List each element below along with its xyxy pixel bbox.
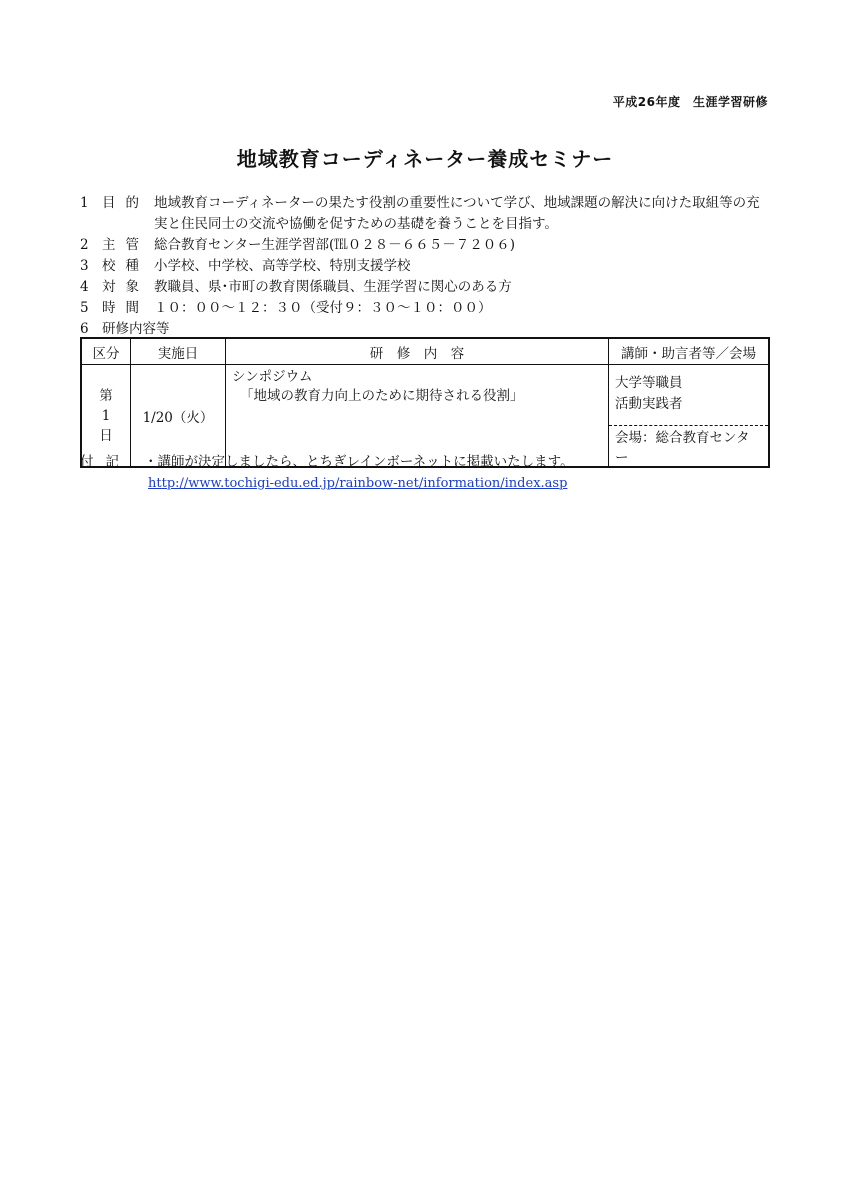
list-item-purpose: [80, 193, 780, 235]
item-number: 4: [80, 279, 89, 295]
day-text-3: 日: [99, 427, 113, 444]
item-text-line1: 地域教育コーディネーターの果たす役割の重要性について学び、地域課題の解決に向けた取組等の充: [154, 195, 760, 211]
content-title: シンポジウム: [232, 369, 313, 385]
item-label: 目的: [102, 195, 149, 211]
item-text: 小学校、中学校、高等学校、特別支援学校: [154, 258, 411, 274]
date-cell: 1/20（火）: [131, 365, 226, 468]
item-number: 2: [80, 237, 89, 253]
rainbow-net-link[interactable]: http://www.tochigi-edu.ed.jp/rainbow-net/information/index.asp: [148, 476, 568, 491]
item-number: 5: [80, 300, 89, 316]
header-date: 実施日: [131, 338, 226, 365]
lecturer-cell: [609, 365, 770, 426]
list-item-time: [80, 298, 780, 319]
overview-list: [80, 193, 780, 340]
item-number: 1: [80, 195, 89, 211]
table-row: [81, 365, 769, 426]
content-subtitle: 「地域の教育力向上のために期待される役割」: [240, 388, 524, 404]
day-text-2: 1: [101, 407, 111, 424]
header-content: 研 修 内 容: [226, 338, 609, 365]
item-number: 6: [80, 321, 89, 337]
note-text: ・講師が決定しましたら、とちぎレインボーネットに掲載いたします。: [144, 454, 574, 470]
note-section: [80, 452, 574, 494]
lecturer-2: 活動実践者: [615, 396, 683, 412]
page-title: 地域教育コーディネーター養成セミナー: [236, 147, 614, 171]
item-label: 時間: [102, 300, 149, 316]
item-label: 対象: [102, 279, 149, 295]
day-text-1: 第: [99, 387, 113, 404]
schedule-table: [80, 337, 770, 468]
item-text: １０：００～１２：３０（受付９：３０～１０：００）: [154, 300, 492, 316]
note-label: 付記: [80, 454, 131, 470]
list-item-school-type: [80, 256, 780, 277]
header-lecturer: 講師・助言者等／会場: [609, 338, 770, 365]
table-header-row: [81, 338, 769, 365]
item-text: 教職員、県･市町の教育関係職員、生涯学習に関心のある方: [154, 279, 512, 295]
header-note: 平成26年度 生涯学習研修: [612, 95, 768, 109]
lecturer-1: 大学等職員: [615, 375, 683, 391]
list-item-organizer: [80, 235, 780, 256]
item-text: [154, 193, 780, 235]
section-label: 研修内容等: [102, 321, 170, 337]
item-text-line2: 実と住民同士の交流や協働を促すための基礎を養うことを目指す。: [154, 216, 558, 232]
venue-cell: 会場：総合教育センター: [609, 426, 770, 468]
list-item-target: [80, 277, 780, 298]
item-number: 3: [80, 258, 89, 274]
item-text: 総合教育センター生涯学習部(℡０２８－６６５－７２０６): [154, 237, 515, 253]
item-label: 主管: [102, 237, 149, 253]
header-kubun: 区分: [81, 338, 131, 365]
item-label: 校種: [102, 258, 149, 274]
